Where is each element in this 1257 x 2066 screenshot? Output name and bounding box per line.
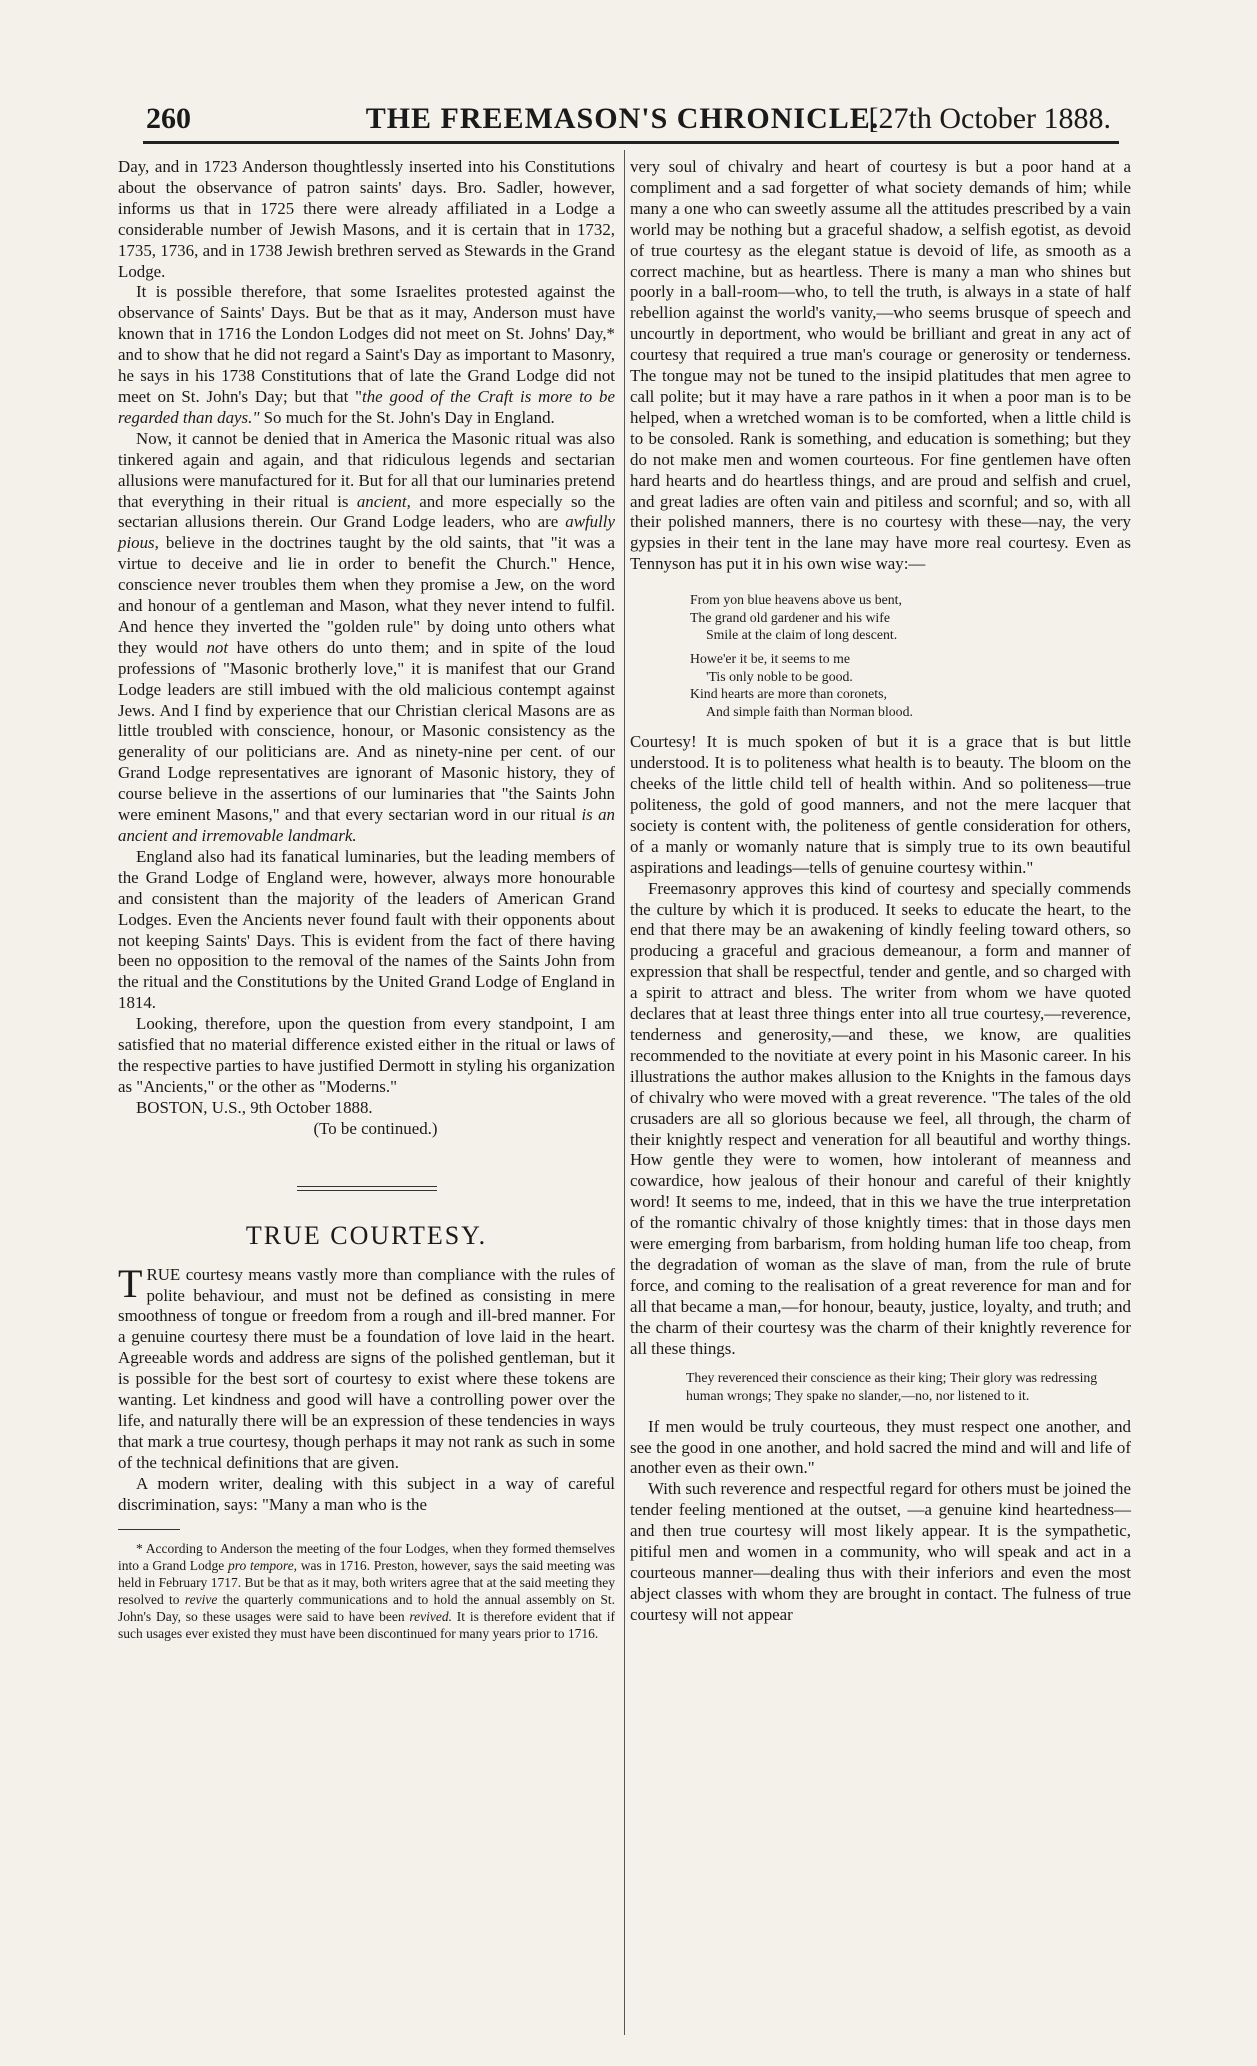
poem-line: Smile at the claim of long descent. xyxy=(706,627,898,643)
section-divider xyxy=(297,1186,437,1191)
header-rule xyxy=(143,141,1119,144)
article-paragraph: England also had its fanatical luminaries, but the leading members of the Grand Lodge of England were, however, always more honourable and consistent than the majority of the leaders of American Grand Lodges. Even the Ancients never found fault with their opponents about not keeping Saints' Days. This is evident from the fact of there having been no opposition to the removal of the names of the Saints John from the ritual and the Constitutions by the United Grand Lodge of England in 1814. xyxy=(118,846,615,1013)
article-paragraph: If men would be truly courteous, they must respect one another, and see the good in one another, and hold sacred the mind and will and life of another even as their own." xyxy=(630,1416,1131,1478)
section-title: TRUE COURTESY. xyxy=(245,1220,488,1250)
footnote-rule xyxy=(118,1529,180,1530)
article-paragraph: A modern writer, dealing with this subject in a way of careful discrimination, says: "Many a man who is the xyxy=(118,1473,615,1514)
article-paragraph: Courtesy! It is much spoken of but it is a grace that is but little understood. It is to politeness what health is to beauty. The bloom on the cheeks of the little child tell of health within. And so politeness—true politeness, the gold of good manners, and not the mere lacquer that society is content with, the politeness of gentle consideration for others, of a manly or womanly nature that is simply true to its own beautiful aspirations and leadings—tells of genuine courtesy within." xyxy=(630,732,1131,877)
issue-date: [27th October 1888. xyxy=(868,102,1111,135)
poem-line: From yon blue heavens above us bent, xyxy=(690,592,902,608)
footnote xyxy=(118,1540,615,1642)
page-number: 260 xyxy=(146,102,191,135)
right-column xyxy=(630,157,1131,1626)
publication-title: THE FREEMASON'S CHRONICLE. xyxy=(365,102,880,135)
article-paragraph: Now, it cannot be denied that in America the Masonic ritual was also tinkered again and again, and that ridiculous legends and sectarian allusions were manufactured for it. But for all that our luminaries pretend that everything in their ritual is ancient, and more especially so the sectarian allusions therein. Our Grand Lodge leaders, who are awfully pious, believe in the doctrines taught by the old saints, that "it was a virtue to deceive and lie in order to benefit the Church." Hence, conscience never troubles them when they promise a Jew, on the word and honour of a gentleman and Mason, what they never intend to fulfil. And hence they inverted the "golden rule" by doing unto others what they would not have others do unto them; and in spite of the loud professions of "Masonic brotherly love," it is manifest that our Grand Lodge leaders are still imbued with the old malicious contempt against Jews. And I find by experience that our Christian clerical Masons are as little troubled with conscience, honour, or Masonic consistency as the generality of our politicians are. And as ninety-nine per cent. of our Grand Lodge representatives are ignorant of Masonic history, they of course believe in the assertions of our luminaries that "the Saints John were eminent Masons," and that every sectarian word in our ritual is an ancient and irremovable landmark. xyxy=(118,428,615,845)
poem-stanza xyxy=(690,591,1131,644)
poem-line: The grand old gardener and his wife xyxy=(690,609,890,625)
article-paragraph: It is possible therefore, that some Israelites protested against the observance of Saints' Days. But be that as it may, Anderson must have known that in 1716 the London Lodges did not meet on St. Johns' Day,* and to show that he did not regard a Saint's Day as important to Masonry, he says in his 1738 Constitutions that of late the Grand Lodge did not meet on St. John's Day; but that "the good of the Craft is more to be regarded than days." So much for the St. John's Day in England. xyxy=(118,282,615,427)
poem-line: 'Tis only noble to be good. xyxy=(706,668,853,684)
footnote-text: * According to Anderson the meeting of the four Lodges, when they formed themselves into a Grand Lodge pro tempore, was in 1716. Preston, however, says the said meeting was held in February 1717. But be that as it may, both writers agree that at the said meeting they resolved to revive the quarterly communications and to hold the annual assembly on St. John's Day, so these usages were said to have been revived. It is therefore evident that if such usages ever existed they must have been discontinued for many years prior to 1716. xyxy=(118,1541,616,1642)
poem-line: Kind hearts are more than coronets, xyxy=(690,686,887,702)
article-signature: BOSTON, U.S., 9th October 1888. xyxy=(136,1097,373,1117)
poem-quote xyxy=(690,591,1131,720)
poem-stanza xyxy=(690,650,1131,720)
column-divider xyxy=(624,150,625,2035)
page-header xyxy=(126,102,1119,142)
article-paragraph: Looking, therefore, upon the question from every standpoint, I am satisfied that no material difference existed either in the ritual or laws of the respective parties to have justified Dermott in styling his organization as "Ancients," or the other as "Moderns." xyxy=(118,1014,615,1096)
to-be-continued: (To be continued.) xyxy=(313,1118,438,1138)
poem-line: They spake no slander,—no, nor listened to it. xyxy=(774,1388,1030,1404)
article-paragraph: very soul of chivalry and heart of courtesy is but a poor hand at a compliment and a sad forgetter of what society demands of him; while many a one who can sweetly assume all the attitudes prescribed by a vain world may be nothing but a graceful shadow, a selfish egotist, as devoid of true courtesy as the elegant statue is devoid of life, as smooth as a correct machine, but as heartless. There is many a man who shines but poorly in a ball-room—who, to tell the truth, is always in a state of half rebellion against the world's vanity,—who seems brusque of speech and uncourtly in deportment, who would be brilliant and great in any act of courtesy that required a true man's courage or generosity or tenderness. The tongue may not be tuned to the insipid platitudes that men agree to call polite; but it may have a rare pathos in it when a poor man is to be helped, when a wretched woman is to be comforted, when a little child is to be consoled. Rank is something, and education is something; but they do not make men and women courteous. For fine gentlemen have often hard hearts and do heartless things, and are proud and selfish and cruel, and great ladies are often vain and pitiless and scornful; and so, with all their polished manners, there is no courtesy with these—nay, the very gypsies in their tent in the lane may have more real courtesy. Even as Tennyson has put it in his own wise way:— xyxy=(630,157,1131,574)
article-paragraph: Freemasonry approves this kind of courtesy and specially commends the culture by which it is produced. It seeks to educate the heart, to the end that there may be an awakening of kindly feeling toward others, so producing a graceful and gracious demeanour, a form and manner of expression that shall be respectful, tender and gentle, and so charged with a spirit to attract and bless. The writer from whom we have quoted declares that at least three things enter into all true courtesy,—reverence, tenderness and generosity,—and these, we know, are qualities recommended to the novitiate at every point in his Masonic career. In his illustrations the author makes allusion to the Knights in the famous days of chivalry who were moved with a great reverence. "The tales of the old crusaders are all so glorious because we feel, all through, the charm of their knightly respect and veneration for all beautiful and worthy things. How gentle they were to women, how intolerant of meanness and cowardice, how jealous of their honour and careful of their knightly word! It seems to me, indeed, that in this we have the true interpretation of the romantic chivalry of those knightly times: that in those days men were emerging from barbarism, from holding human life too cheap, from the degradation of woman as the slave of man, from the rule of brute force, and coming to the realisation of a great reverence for man and for all that became a man,—for honour, beauty, justice, loyalty, and truth; and the charm of their courtesy was the charm of their knightly reverence for all these things. xyxy=(630,878,1131,1358)
article-paragraph: With such reverence and respectful regard for others must be joined the tender feeling mentioned at the outset, —a genuine kind heartedness—and then true courtesy will most likely appear. It is the sympathetic, pitiful men and women in a community, who will speak and act in a courteous manner—dealing thus with their inferiors and even the most abject classes with whom they are brought in contact. The fulness of true courtesy will not appear xyxy=(630,1479,1131,1624)
poem-quote xyxy=(686,1369,1131,1404)
poem-line: They reverenced their conscience as their king; xyxy=(686,1370,947,1386)
poem-line: And simple faith than Norman blood. xyxy=(706,703,913,719)
article-paragraph: Day, and in 1723 Anderson thoughtlessly inserted into his Constitutions about the observance of patron saints' days. Bro. Sadler, however, informs us that in 1725 there were already affiliated in a Lodge a considerable number of Jewish Masons, and it is certain that in 1732, 1735, 1736, and in 1738 Jewish brethren served as Stewards in the Grand Lodge. xyxy=(118,157,615,281)
poem-line: Their glory was redressing human wrongs; xyxy=(686,1370,1098,1404)
left-column xyxy=(118,157,615,1642)
article-paragraph: TRUE courtesy means vastly more than compliance with the rules of polite behaviour, and must not be defined as consisting in mere smoothness of tongue or freedom from a rough and ill-bred manner. For a genuine courtesy there must be a foundation of love laid in the heart. Agreeable words and address are signs of the polished gentleman, but it is possible for the best sort of courtesy to exist where these tokens are wanting. Let kindness and good will have a controlling power over the life, and naturally there will be an expression of these tendencies in ways that mark a true courtesy, though perhaps it may not rank as such in some of the technical definitions that are given. xyxy=(118,1260,615,1472)
drop-cap: T xyxy=(118,1260,143,1306)
poem-line: Howe'er it be, it seems to me xyxy=(690,650,850,666)
